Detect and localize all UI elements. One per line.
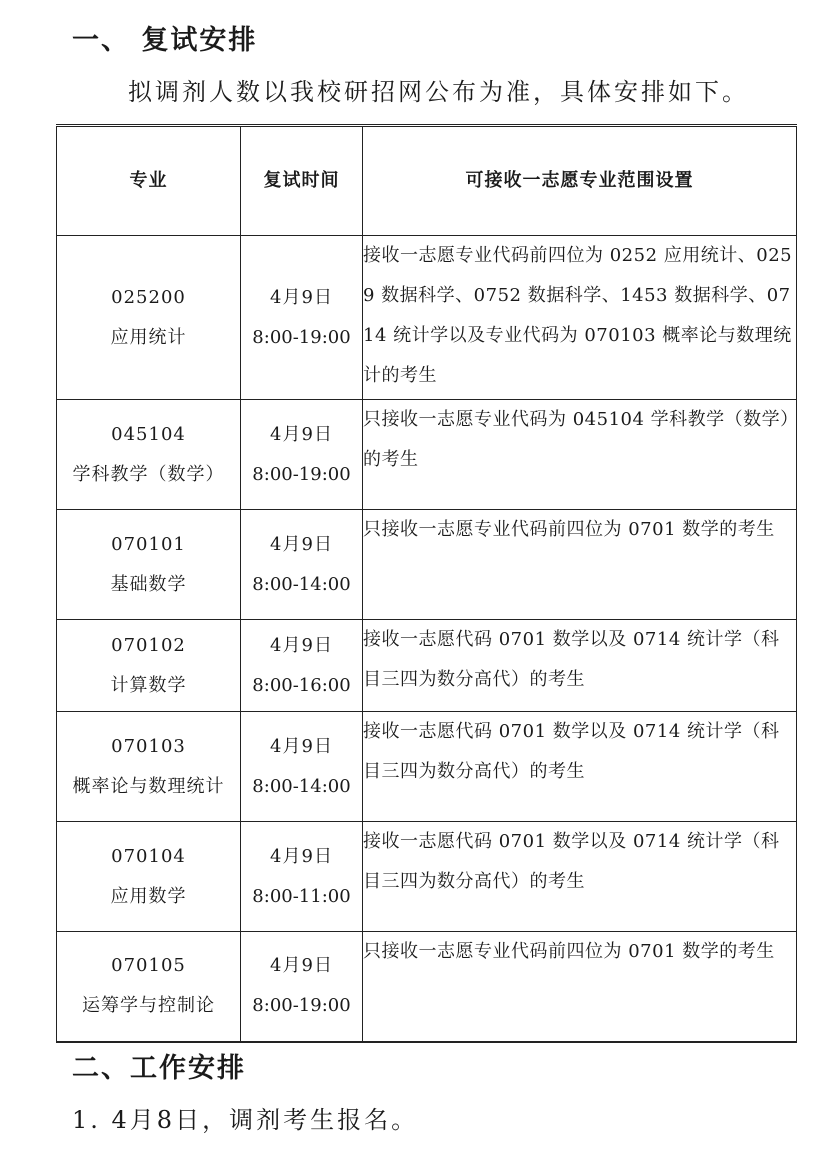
table-row — [57, 712, 797, 822]
exam-time: 8:00-19:00 — [252, 326, 351, 348]
major-cell — [57, 620, 241, 712]
time-cell — [241, 400, 363, 510]
scope-cell: 只接收一志愿专业代码前四位为 0701 数学的考生 — [363, 932, 797, 1042]
section1-intro: 拟调剂人数以我校研招网公布为准，具体安排如下。 — [128, 78, 749, 106]
major-code: 070104 — [111, 845, 186, 867]
exam-date: 4月9日 — [270, 634, 333, 656]
exam-date: 4月9日 — [270, 286, 333, 308]
section2-heading: 二、工作安排 — [72, 1053, 246, 1084]
exam-date: 4月9日 — [270, 845, 333, 867]
section1-heading: 一、 复试安排 — [72, 25, 258, 56]
header-time: 复试时间 — [241, 126, 363, 236]
scope-cell: 接收一志愿代码 0701 数学以及 0714 统计学（科目三四为数分高代）的考生 — [363, 620, 797, 712]
major-name: 运筹学与控制论 — [82, 995, 215, 1017]
exam-time: 8:00-19:00 — [252, 995, 351, 1017]
scope-cell: 只接收一志愿专业代码为 045104 学科教学（数学）的考生 — [363, 400, 797, 510]
major-cell — [57, 822, 241, 932]
exam-date: 4月9日 — [270, 423, 333, 445]
section2-item1: 1. 4月8日，调剂考生报名。 — [72, 1106, 419, 1134]
major-name: 计算数学 — [110, 674, 187, 696]
schedule-table — [56, 124, 797, 1043]
major-code: 070103 — [111, 735, 186, 757]
table-row — [57, 932, 797, 1042]
table-row — [57, 822, 797, 932]
time-cell — [241, 510, 363, 620]
scope-cell: 只接收一志愿专业代码前四位为 0701 数学的考生 — [363, 510, 797, 620]
time-cell — [241, 932, 363, 1042]
major-code: 070105 — [111, 955, 186, 977]
major-code: 070102 — [111, 634, 186, 656]
major-cell — [57, 932, 241, 1042]
major-cell — [57, 712, 241, 822]
major-name: 应用统计 — [110, 326, 187, 348]
major-cell — [57, 400, 241, 510]
header-major: 专业 — [57, 126, 241, 236]
major-cell — [57, 236, 241, 400]
exam-time: 8:00-19:00 — [252, 463, 351, 485]
time-cell — [241, 712, 363, 822]
scope-cell: 接收一志愿代码 0701 数学以及 0714 统计学（科目三四为数分高代）的考生 — [363, 822, 797, 932]
table-row — [57, 620, 797, 712]
exam-time: 8:00-14:00 — [252, 775, 351, 797]
exam-time: 8:00-14:00 — [252, 573, 351, 595]
table-row — [57, 510, 797, 620]
major-name: 应用数学 — [110, 885, 187, 907]
scope-cell: 接收一志愿代码 0701 数学以及 0714 统计学（科目三四为数分高代）的考生 — [363, 712, 797, 822]
exam-date: 4月9日 — [270, 735, 333, 757]
exam-date: 4月9日 — [270, 533, 333, 555]
major-code: 045104 — [111, 423, 186, 445]
time-cell — [241, 236, 363, 400]
time-cell — [241, 620, 363, 712]
scope-cell: 接收一志愿专业代码前四位为 0252 应用统计、0259 数据科学、0752 数据科学、1453 数据科学、0714 统计学以及专业代码为 070103 概率论与数理统计的考生 — [363, 236, 797, 400]
table-row — [57, 400, 797, 510]
time-cell — [241, 822, 363, 932]
major-name: 概率论与数理统计 — [72, 775, 225, 797]
header-scope: 可接收一志愿专业范围设置 — [363, 126, 797, 236]
exam-time: 8:00-16:00 — [252, 674, 351, 696]
major-name: 基础数学 — [110, 573, 187, 595]
exam-time: 8:00-11:00 — [252, 885, 351, 907]
major-name: 学科教学（数学） — [72, 463, 225, 485]
major-code: 070101 — [111, 533, 186, 555]
table-row — [57, 236, 797, 400]
exam-date: 4月9日 — [270, 955, 333, 977]
table-header-row — [57, 126, 797, 236]
major-cell — [57, 510, 241, 620]
major-code: 025200 — [111, 286, 186, 308]
